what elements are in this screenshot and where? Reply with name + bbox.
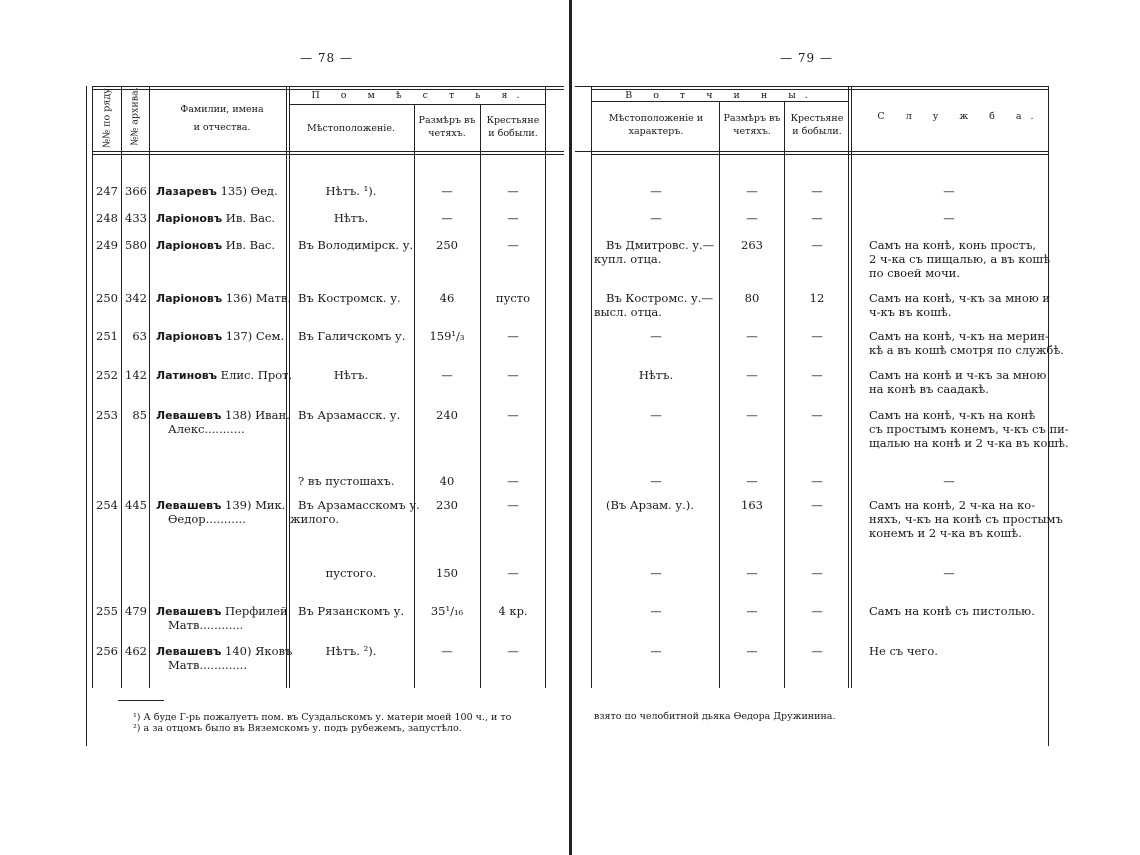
estate-size: 250 <box>436 238 458 252</box>
service-text: съ простымъ конемъ, ч-къ съ пи- <box>869 422 1069 436</box>
votchina-peasants: — <box>811 644 823 658</box>
margin-rule <box>86 86 87 746</box>
service-text: на конѣ въ саадакѣ. <box>869 382 989 396</box>
estate-location: Въ Арзамасск. у. <box>298 408 401 422</box>
header-service: С л у ж б а. <box>877 111 1043 122</box>
archive-number: 342 <box>125 291 147 305</box>
header-location: Мѣстоположеніе. <box>307 123 395 134</box>
surname: Ларіоновъ <box>156 330 223 343</box>
surname: Латиновъ <box>156 369 218 382</box>
surname: Левашевъ <box>156 409 222 422</box>
estate-peasants: — <box>507 408 519 422</box>
votchina-size: — <box>746 644 758 658</box>
row-number: 249 <box>96 238 118 252</box>
person-name <box>156 238 286 253</box>
header-no-arkhiva: №№ архива. <box>129 87 141 146</box>
votchina-peasants: — <box>811 211 823 225</box>
estate-peasants: 4 кр. <box>498 604 528 618</box>
archive-number: 142 <box>125 368 147 382</box>
given-name: 139) Мик. <box>221 498 286 512</box>
estate-peasants: — <box>507 211 519 225</box>
header-peasants: Крестьяне и бобыли. <box>790 113 844 137</box>
row-number: 255 <box>96 604 118 618</box>
votchina-peasants: — <box>811 408 823 422</box>
given-name: 138) Иван. <box>221 408 290 422</box>
votchina-size: 80 <box>744 291 760 305</box>
header-size: Размѣръ въ четяхъ. <box>723 113 781 137</box>
col-rule <box>848 86 852 688</box>
votchina-location: — <box>650 644 662 658</box>
col-rule <box>480 104 481 688</box>
archive-number: 462 <box>125 644 147 658</box>
header-peasants: Крестьяне и бобыли. <box>486 115 540 139</box>
estate-size: 150 <box>436 566 458 580</box>
row-number: 254 <box>96 498 118 512</box>
page-number: — 79 — <box>780 51 833 65</box>
person-name <box>156 644 293 659</box>
person-name-continuation: Ѳедор........... <box>168 512 246 526</box>
surname: Левашевъ <box>156 605 222 618</box>
estate-peasants: — <box>507 238 519 252</box>
given-name: 140) Яковъ <box>221 644 293 658</box>
votchina-size: — <box>746 184 758 198</box>
header-pomestya: П о м ѣ с т ь я. <box>311 90 529 101</box>
service-text: кѣ а въ кошѣ смотря по службѣ. <box>869 343 1064 357</box>
person-name <box>156 211 286 226</box>
archive-number: 85 <box>132 408 147 422</box>
header-votchiny: В о т ч и н ы. <box>625 90 817 101</box>
service-text: — <box>943 184 955 198</box>
person-name-continuation: Матв............. <box>168 658 247 672</box>
archive-number: 433 <box>125 211 147 225</box>
votchina-location-continuation: высл. отца. <box>594 305 662 319</box>
service-text: — <box>943 211 955 225</box>
header-no-po-ryadu: №№ по ряду. <box>101 85 113 148</box>
votchina-location: — <box>650 604 662 618</box>
estate-peasants: — <box>507 474 519 488</box>
surname: Левашевъ <box>156 499 222 512</box>
estate-location-continuation: жилого. <box>290 512 340 526</box>
margin-rule <box>1048 86 1049 746</box>
service-text: Не съ чего. <box>869 644 938 658</box>
given-name: Ив. Вас. <box>222 211 276 225</box>
surname: Ларіоновъ <box>156 212 223 225</box>
surname: Ларіоновъ <box>156 239 223 252</box>
header-location: Мѣстоположеніе и характеръ. <box>608 113 704 137</box>
votchina-peasants: — <box>811 184 823 198</box>
votchina-location: — <box>650 329 662 343</box>
votchina-location: (Въ Арзам. у.). <box>606 498 694 512</box>
estate-location: Въ Галичскомъ у. <box>298 329 406 343</box>
archive-number: 479 <box>125 604 147 618</box>
row-number: 252 <box>96 368 118 382</box>
person-name <box>156 184 286 199</box>
col-rule <box>719 101 720 688</box>
person-name-continuation: Алекс........... <box>168 422 245 436</box>
given-name: Ив. Вас. <box>222 238 276 252</box>
estate-size: 240 <box>436 408 458 422</box>
col-rule <box>784 101 785 688</box>
estate-peasants: пусто <box>495 291 531 305</box>
service-text: Самъ на конѣ, конь простъ, <box>869 238 1037 252</box>
col-rule <box>149 86 150 688</box>
person-name <box>156 368 293 383</box>
table-top-rule-stub <box>575 86 591 87</box>
service-text: Самъ на конѣ, ч-къ за мною и <box>869 291 1051 305</box>
right-page <box>572 0 1140 855</box>
estate-location: ? въ пустошахъ. <box>298 474 395 488</box>
pomestya-rule <box>289 104 545 105</box>
estate-size: 46 <box>439 291 455 305</box>
service-text: Самъ на конѣ, ч-къ на конѣ <box>869 408 1036 422</box>
votchina-peasants: — <box>811 238 823 252</box>
col-rule <box>545 86 546 688</box>
col-rule <box>92 86 93 688</box>
service-text: няхъ, ч-къ на конѣ съ простымъ <box>869 512 1063 526</box>
service-text: 2 ч-ка съ пищалью, а въ кошѣ <box>869 252 1051 266</box>
estate-size: 35¹/₁₆ <box>430 604 464 618</box>
footnote-continuation: взято по челобитной дьяка Ѳедора Дружинина. <box>594 711 836 722</box>
votchina-size: — <box>746 604 758 618</box>
col-rule <box>414 104 415 688</box>
estate-size: — <box>441 368 453 382</box>
votchina-location-continuation: купл. отца. <box>594 252 662 266</box>
service-text: Самъ на конѣ и ч-къ за мною <box>869 368 1047 382</box>
votchina-peasants: — <box>811 474 823 488</box>
archive-number: 63 <box>132 329 147 343</box>
votchina-size: — <box>746 474 758 488</box>
header-bottom-rule <box>591 151 1048 155</box>
col-rule <box>286 86 290 688</box>
votchina-location: Нѣтъ. <box>638 368 674 382</box>
col-rule <box>591 86 592 688</box>
service-text: Самъ на конѣ съ пистолью. <box>869 604 1035 618</box>
service-text: Самъ на конѣ, ч-къ на мерин- <box>869 329 1049 343</box>
votchina-size: 163 <box>741 498 763 512</box>
estate-location: Въ Рязанскомъ у. <box>298 604 405 618</box>
estate-location: Нѣтъ. <box>333 211 369 225</box>
estate-peasants: — <box>507 184 519 198</box>
votchina-location: Въ Костромс. у.— <box>606 291 713 305</box>
estate-size: 159¹/₃ <box>429 329 465 343</box>
given-name: 136) Матв. <box>222 291 292 305</box>
archive-number: 580 <box>125 238 147 252</box>
estate-size: — <box>441 184 453 198</box>
row-number: 256 <box>96 644 118 658</box>
person-name <box>156 408 290 423</box>
person-name-continuation: Матв............ <box>168 618 244 632</box>
votchina-location: — <box>650 211 662 225</box>
row-number: 253 <box>96 408 118 422</box>
votchina-peasants: — <box>811 566 823 580</box>
votchina-location: — <box>650 408 662 422</box>
estate-location: Въ Арзамасскомъ у. <box>298 498 420 512</box>
given-name: Перфилей <box>221 604 288 618</box>
header-bottom-rule <box>92 151 564 155</box>
given-name: Елис. Прот. <box>217 368 293 382</box>
estate-location: пустого. <box>325 566 377 580</box>
votchina-size: — <box>746 329 758 343</box>
footnote-2: ²) а за отцомъ было въ Вяземскомъ у. подъ рубежемъ, запустѣло. <box>133 723 462 734</box>
estate-peasants: — <box>507 498 519 512</box>
service-text: по своей мочи. <box>869 266 961 280</box>
given-name: 135) Ѳед. <box>216 184 278 198</box>
footnote-rule <box>118 700 164 701</box>
votchina-peasants: — <box>811 368 823 382</box>
estate-size: 40 <box>439 474 455 488</box>
surname: Левашевъ <box>156 645 222 658</box>
votchina-peasants: — <box>811 604 823 618</box>
row-number: 250 <box>96 291 118 305</box>
service-text: конемъ и 2 ч-ка въ кошѣ. <box>869 526 1022 540</box>
service-text: — <box>943 474 955 488</box>
votchina-location: — <box>650 566 662 580</box>
archive-number: 445 <box>125 498 147 512</box>
row-number: 251 <box>96 329 118 343</box>
estate-peasants: — <box>507 566 519 580</box>
header-bottom-rule-stub <box>575 151 591 152</box>
surname: Лазаревъ <box>156 185 217 198</box>
row-number: 247 <box>96 184 118 198</box>
votchina-size: — <box>746 368 758 382</box>
col-rule <box>121 86 122 688</box>
votchina-size: — <box>746 211 758 225</box>
page-number: — 78 — <box>300 51 353 65</box>
service-text: Самъ на конѣ, 2 ч-ка на ко- <box>869 498 1036 512</box>
estate-size: — <box>441 211 453 225</box>
votchina-peasants: 12 <box>809 291 825 305</box>
surname: Ларіоновъ <box>156 292 223 305</box>
estate-peasants: — <box>507 368 519 382</box>
estate-size: 230 <box>436 498 458 512</box>
person-name <box>156 329 286 344</box>
estate-location: Нѣтъ. ¹). <box>325 184 377 198</box>
person-name <box>156 604 286 619</box>
row-number: 248 <box>96 211 118 225</box>
header-size: Размѣръ въ четяхъ. <box>418 115 476 139</box>
votchina-size: 263 <box>741 238 763 252</box>
person-name <box>156 498 286 513</box>
archive-number: 366 <box>125 184 147 198</box>
estate-peasants: — <box>507 644 519 658</box>
footnote-1: ¹) А буде Г-рь пожалуетъ пом. въ Суздальскомъ у. матери моей 100 ч., и то <box>133 712 512 723</box>
estate-location: Нѣтъ. <box>333 368 369 382</box>
votchina-size: — <box>746 566 758 580</box>
given-name: 137) Сем. <box>222 329 285 343</box>
votchina-location: — <box>650 474 662 488</box>
service-text: — <box>943 566 955 580</box>
estate-size: — <box>441 644 453 658</box>
service-text: щалью на конѣ и 2 ч-ка въ кошѣ. <box>869 436 1069 450</box>
votchina-location: — <box>650 184 662 198</box>
estate-location: Въ Костромск. у. <box>298 291 401 305</box>
estate-location: Нѣтъ. ²). <box>325 644 377 658</box>
votchina-location: Въ Дмитровс. у.— <box>606 238 715 252</box>
votchina-peasants: — <box>811 329 823 343</box>
service-text: ч-къ въ кошѣ. <box>869 305 952 319</box>
estate-peasants: — <box>507 329 519 343</box>
header-names: Фамилии, имена и отчества. <box>180 104 264 133</box>
votchina-peasants: — <box>811 498 823 512</box>
estate-location: Въ Володимірск. у. <box>298 238 414 252</box>
votchina-size: — <box>746 408 758 422</box>
person-name <box>156 291 292 306</box>
